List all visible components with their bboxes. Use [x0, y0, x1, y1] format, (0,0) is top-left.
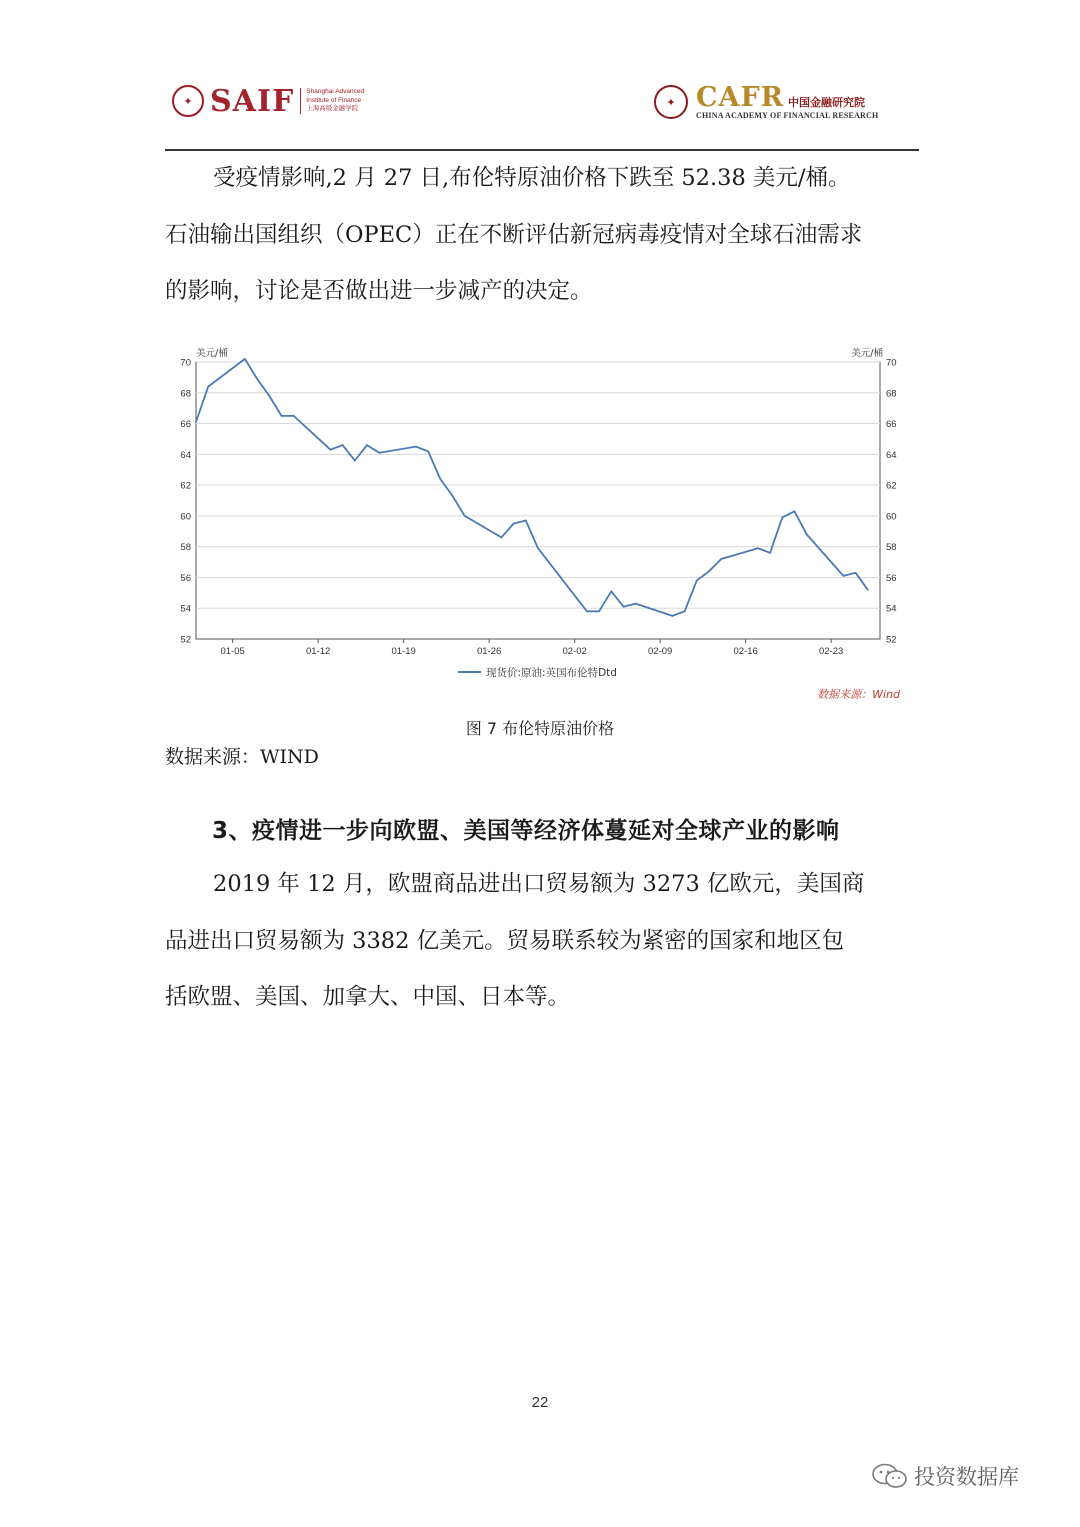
cafr-logo-text-block: [696, 81, 879, 120]
y-tick-label-right: 62: [886, 480, 897, 492]
data-point: [525, 520, 527, 522]
cafr-logo-text: CAFR: [696, 81, 785, 113]
y-tick-label-left: 54: [180, 603, 191, 615]
x-tick-label: 02-09: [647, 646, 673, 657]
data-point: [671, 615, 673, 617]
saif-sub-cn: 上海高级金融学院: [306, 105, 359, 113]
cafr-logo-en: CHINA ACADEMY OF FINANCIAL RESEARCH: [696, 110, 879, 120]
data-point: [610, 590, 612, 592]
y-tick-label-left: 70: [180, 357, 191, 369]
data-point: [439, 478, 441, 480]
data-point: [720, 558, 722, 560]
x-tick-label: 01-12: [305, 646, 331, 657]
x-tick-label: 02-16: [733, 646, 758, 657]
data-point: [781, 517, 783, 519]
data-point: [293, 415, 295, 417]
paragraph-trade: [165, 856, 919, 1026]
data-point: [342, 444, 344, 446]
wechat-icon: [870, 1462, 910, 1490]
data-point: [354, 460, 356, 462]
saif-seal-icon: ✦: [172, 85, 204, 117]
data-point: [708, 570, 710, 572]
y-tick-label-left: 60: [180, 511, 191, 523]
y-tick-label-right: 64: [886, 449, 897, 461]
y-tick-label-right: 52: [886, 634, 897, 646]
data-point: [586, 610, 588, 612]
data-point: [537, 547, 539, 549]
y-tick-label-left: 56: [180, 572, 191, 584]
legend-label: 现货价:原油:英国布伦特Dtd: [486, 667, 617, 679]
y-tick-label-right: 58: [886, 542, 897, 554]
data-point: [378, 452, 380, 454]
y-tick-label-right: 70: [886, 357, 897, 369]
data-point: [366, 444, 368, 446]
data-point: [855, 572, 857, 574]
cafr-logo: [654, 81, 879, 120]
plot-frame: [196, 362, 880, 639]
cafr-seal-icon: ✦: [654, 85, 688, 119]
data-point: [806, 533, 808, 535]
data-point: [635, 603, 637, 605]
y-tick-label-right: 60: [886, 511, 897, 523]
page-number: 22: [531, 1394, 549, 1411]
data-point: [329, 449, 331, 451]
watermark-text: 投资数据库: [914, 1465, 1019, 1489]
data-point: [623, 606, 625, 608]
chart-svg: [178, 338, 918, 713]
paragraph-line: 品进出口贸易额为 3382 亿美元。贸易联系较为紧密的国家和地区包: [165, 927, 845, 954]
x-tick-label: 01-05: [220, 646, 245, 657]
x-tick-label: 01-19: [391, 646, 416, 657]
data-point: [427, 450, 429, 452]
data-point: [598, 610, 600, 612]
x-tick-label: 02-02: [562, 646, 587, 657]
data-point: [195, 421, 197, 423]
wechat-watermark: [870, 1461, 1019, 1491]
data-point: [757, 547, 759, 549]
data-point: [207, 386, 209, 388]
paragraph-line: 2019 年 12 月，欧盟商品进出口贸易额为 3273 亿欧元，美国商: [213, 871, 865, 897]
data-point: [684, 610, 686, 612]
brent-price-chart: [178, 338, 918, 713]
data-point: [500, 537, 502, 539]
y-tick-label-left: 66: [180, 419, 191, 431]
y-tick-label-right: 66: [886, 419, 897, 431]
data-point: [769, 552, 771, 554]
saif-logo-text: SAIF: [210, 83, 295, 119]
paragraph-line: 受疫情影响,2 月 27 日,布伦特原油价格下跌至 52.38 美元/桶。: [213, 165, 851, 191]
section-heading: 3、疫情进一步向欧盟、美国等经济体蔓延对全球产业的影响: [212, 818, 840, 844]
y-axis-label-left: 美元/桶: [196, 348, 228, 359]
paragraph-line: 石油输出国组织（OPEC）正在不断评估新冠病毒疫情对全球石油需求: [165, 221, 863, 248]
data-point: [268, 395, 270, 397]
y-tick-label-left: 58: [180, 542, 191, 554]
paragraph-line: 括欧盟、美国、加拿大、中国、日本等。: [165, 984, 571, 1010]
data-point: [867, 589, 869, 591]
saif-logo: [172, 84, 364, 118]
y-tick-label-left: 64: [180, 449, 191, 461]
x-tick-label: 01-26: [476, 646, 502, 657]
y-tick-label-right: 68: [886, 388, 897, 400]
data-point: [281, 415, 283, 417]
data-point: [415, 446, 417, 448]
data-point: [256, 378, 258, 380]
chart-source-note: 数据来源：Wind: [817, 688, 900, 701]
figure-caption: 图 7 布伦特原油价格: [465, 719, 615, 738]
data-source-line: 数据来源：WIND: [165, 746, 319, 768]
cafr-logo-cn: 中国金融研究院: [788, 95, 866, 109]
data-point: [696, 580, 698, 582]
x-tick-label: 02-23: [818, 646, 844, 657]
y-tick-label-right: 56: [886, 572, 897, 584]
paragraph-line: 的影响，讨论是否做出进一步减产的决定。: [165, 278, 593, 304]
data-point: [464, 515, 466, 517]
data-point: [244, 358, 246, 360]
saif-sub-en-1: Shanghai Advanced: [306, 88, 365, 96]
y-axis-label-right: 美元/桶: [851, 348, 883, 359]
y-tick-label-left: 52: [180, 634, 191, 646]
saif-sub-en-2: Institute of Finance: [306, 96, 362, 104]
y-tick-label-left: 68: [180, 388, 191, 400]
data-point: [513, 523, 515, 525]
paragraph-oil-price: [165, 150, 919, 320]
saif-logo-subtitle: [300, 88, 364, 114]
y-tick-label-left: 62: [180, 480, 191, 492]
data-point: [794, 510, 796, 512]
y-tick-label-right: 54: [886, 603, 897, 615]
data-point: [452, 495, 454, 497]
data-point: [842, 575, 844, 577]
